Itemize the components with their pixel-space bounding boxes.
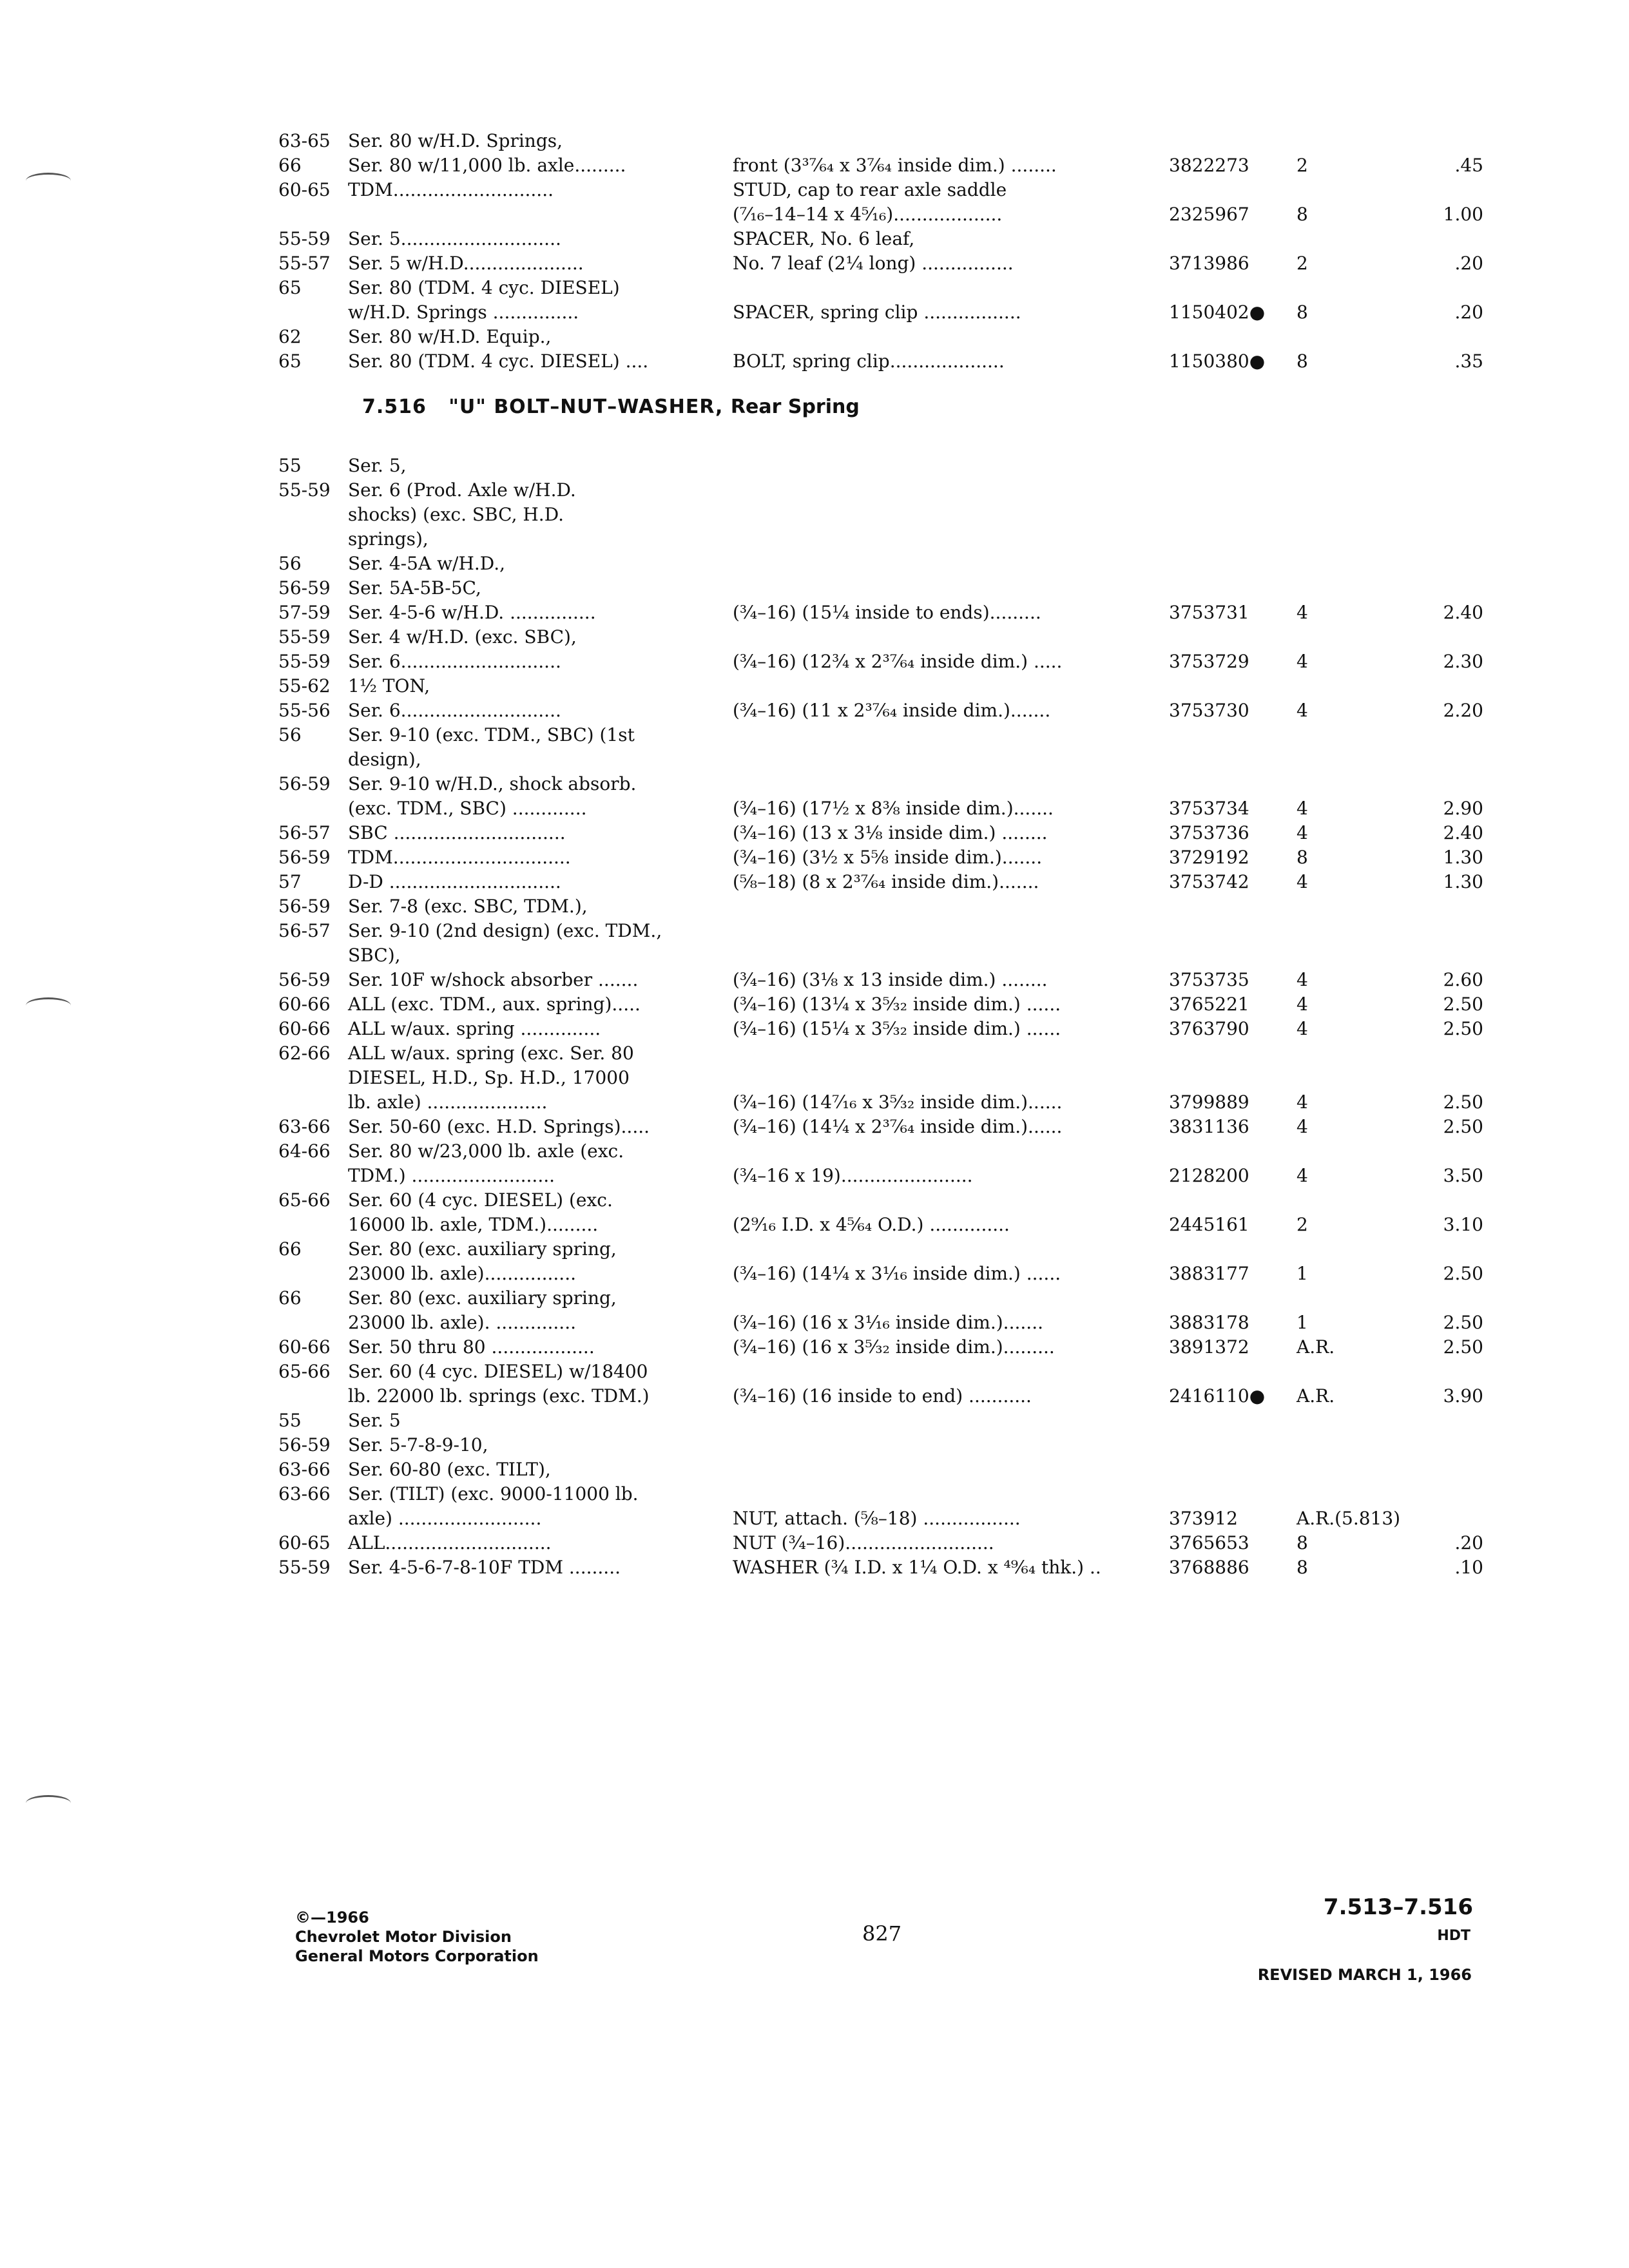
section-range: 7.513–7.516 — [1323, 1894, 1473, 1920]
part-number-cell: 3883178 — [1169, 1312, 1249, 1333]
model-year-cell: 56 — [278, 553, 302, 574]
price-cell: 2.50 — [1443, 1091, 1483, 1113]
table-row — [278, 1384, 1483, 1408]
application-cell: 23000 lb. axle). .............. — [348, 1312, 576, 1333]
quantity-cell: 8 — [1296, 351, 1308, 372]
description-cell: front (3³⁷⁄₆₄ x 3⁷⁄₆₄ inside dim.) ........ — [733, 155, 1057, 176]
table-row — [278, 1457, 1412, 1482]
quantity-cell: 4 — [1296, 822, 1308, 843]
model-year-cell: 65 — [278, 351, 302, 372]
description-cell: (¾–16) (13¼ x 3⁵⁄₃₂ inside dim.) ...... — [733, 994, 1061, 1015]
table-row — [278, 1066, 1412, 1090]
application-cell: Ser. 9-10 w/H.D., shock absorb. — [348, 773, 637, 794]
part-number-cell: 373912 — [1169, 1508, 1238, 1529]
description-cell: (¾–16) (3½ x 5⅝ inside dim.)....... — [733, 847, 1043, 868]
description-cell: (¾–16) (16 x 3⅟₁₆ inside dim.)....... — [733, 1312, 1043, 1333]
corporation-line: General Motors Corporation — [295, 1947, 539, 1965]
application-cell: ALL............................. — [348, 1532, 552, 1553]
application-cell: (exc. TDM., SBC) ............. — [348, 798, 587, 819]
table-row — [278, 1237, 1412, 1262]
table-row — [278, 1482, 1412, 1506]
application-cell: Ser. 9-10 (exc. TDM., SBC) (1st — [348, 724, 635, 745]
table-row — [278, 1360, 1412, 1384]
price-cell: 1.00 — [1443, 204, 1483, 225]
part-number-cell: 3765653 — [1169, 1532, 1249, 1553]
description-cell: (⁷⁄₁₆–14–14 x 4⁵⁄₁₆)................... — [733, 204, 1003, 225]
price-cell: 3.50 — [1443, 1165, 1483, 1186]
part-number-cell: 3763790 — [1169, 1018, 1249, 1039]
table-row — [278, 1335, 1483, 1360]
description-cell: (¾–16) (11 x 2³⁷⁄₆₄ inside dim.)....... — [733, 700, 1051, 721]
application-cell: TDM.) ......................... — [348, 1165, 555, 1186]
table-row — [278, 503, 1412, 527]
model-year-cell: 60-66 — [278, 1336, 331, 1358]
quantity-cell: 8 — [1296, 204, 1308, 225]
quantity-cell: 4 — [1296, 871, 1308, 892]
table-row — [278, 1188, 1412, 1213]
model-year-cell: 66 — [278, 155, 302, 176]
part-number-cell: 3753742 — [1169, 871, 1249, 892]
division-line: Chevrolet Motor Division — [295, 1928, 512, 1946]
section-heading — [362, 396, 860, 418]
table-row — [278, 178, 1412, 202]
section-number: 7.516 — [362, 396, 427, 418]
quantity-cell: 4 — [1296, 994, 1308, 1015]
price-cell: 2.50 — [1443, 1336, 1483, 1358]
table-row — [278, 1286, 1412, 1311]
table-row — [278, 747, 1412, 772]
page-number: 827 — [862, 1921, 902, 1946]
table-row — [278, 478, 1412, 503]
model-year-cell: 62 — [278, 326, 302, 347]
quantity-cell: 4 — [1296, 798, 1308, 819]
model-year-cell: 60-66 — [278, 1018, 331, 1039]
part-number-cell: 3883177 — [1169, 1263, 1249, 1284]
application-cell: ALL w/aux. spring (exc. Ser. 80 — [348, 1043, 634, 1064]
application-cell: lb. 22000 lb. springs (exc. TDM.) — [348, 1385, 650, 1407]
application-cell: Ser. 50 thru 80 .................. — [348, 1336, 595, 1358]
part-number-cell: 3768886 — [1169, 1557, 1249, 1578]
price-cell: 2.60 — [1443, 969, 1483, 990]
application-cell: Ser. 5-7-8-9-10, — [348, 1434, 488, 1456]
application-cell: axle) ......................... — [348, 1508, 542, 1529]
model-year-cell: 65-66 — [278, 1189, 331, 1211]
application-cell: Ser. 60 (4 cyc. DIESEL) (exc. — [348, 1189, 613, 1211]
table-row — [278, 796, 1483, 821]
part-number-cell: 3831136 — [1169, 1116, 1249, 1137]
model-year-cell: 55-59 — [278, 1557, 331, 1578]
model-year-cell: 55-62 — [278, 675, 331, 697]
quantity-cell: 2 — [1296, 253, 1308, 274]
quantity-cell: 4 — [1296, 651, 1308, 672]
application-cell: shocks) (exc. SBC, H.D. — [348, 504, 564, 525]
quantity-cell: 8 — [1296, 302, 1308, 323]
section-subtitle: Rear Spring — [730, 396, 860, 418]
price-cell: 1.30 — [1443, 871, 1483, 892]
quantity-cell: 4 — [1296, 969, 1308, 990]
model-year-cell: 62-66 — [278, 1043, 331, 1064]
part-number-cell: 2416110● — [1169, 1385, 1266, 1407]
part-number-cell: 3753731 — [1169, 602, 1249, 623]
application-cell: Ser. 80 w/23,000 lb. axle (exc. — [348, 1140, 624, 1162]
table-row — [278, 894, 1412, 919]
description-cell: (2⁹⁄₁₆ I.D. x 4⁵⁄₆₄ O.D.) .............. — [733, 1214, 1010, 1235]
table-row — [278, 1017, 1483, 1041]
description-cell: (¾–16) (12¾ x 2³⁷⁄₆₄ inside dim.) ..... — [733, 651, 1063, 672]
punch-hole-mark — [26, 173, 71, 189]
model-year-cell: 55-59 — [278, 626, 331, 648]
application-cell: w/H.D. Springs ............... — [348, 302, 579, 323]
model-year-cell: 60-65 — [278, 1532, 331, 1553]
quantity-cell: 4 — [1296, 1091, 1308, 1113]
application-cell: springs), — [348, 528, 429, 550]
price-cell: 2.40 — [1443, 822, 1483, 843]
model-year-cell: 65 — [278, 277, 302, 298]
price-cell: 2.30 — [1443, 651, 1483, 672]
application-cell: DIESEL, H.D., Sp. H.D., 17000 — [348, 1067, 630, 1088]
model-year-cell: 56-59 — [278, 896, 331, 917]
application-cell: TDM............................ — [348, 179, 554, 200]
table-row — [278, 1213, 1483, 1237]
price-cell: .10 — [1454, 1557, 1483, 1578]
application-cell: Ser. 5, — [348, 455, 407, 476]
application-cell: Ser. 6 (Prod. Axle w/H.D. — [348, 479, 576, 501]
table-row — [278, 870, 1483, 894]
application-cell: Ser. 80 (TDM. 4 cyc. DIESEL) — [348, 277, 620, 298]
part-number-cell: 2445161 — [1169, 1214, 1249, 1235]
model-year-cell: 57 — [278, 871, 302, 892]
application-cell: Ser. 4-5-6 w/H.D. ............... — [348, 602, 596, 623]
part-number-cell: 1150380● — [1169, 351, 1266, 372]
description-cell: (⅝–18) (8 x 2³⁷⁄₆₄ inside dim.)....... — [733, 871, 1039, 892]
model-year-cell: 57-59 — [278, 602, 331, 623]
application-cell: 16000 lb. axle, TDM.)......... — [348, 1214, 599, 1235]
application-cell: Ser. 60-80 (exc. TILT), — [348, 1459, 551, 1480]
price-cell: 3.90 — [1443, 1385, 1483, 1407]
quantity-cell: A.R. — [1296, 1385, 1335, 1407]
model-year-cell: 56-59 — [278, 969, 331, 990]
description-cell: (¾–16) (16 x 3⁵⁄₃₂ inside dim.)......... — [733, 1336, 1055, 1358]
table-row — [278, 276, 1412, 300]
application-cell: Ser. 6............................ — [348, 700, 561, 721]
application-cell: 23000 lb. axle)................ — [348, 1263, 576, 1284]
application-cell: SBC .............................. — [348, 822, 566, 843]
description-cell: (¾–16) (13 x 3⅛ inside dim.) ........ — [733, 822, 1048, 843]
application-cell: Ser. 80 (TDM. 4 cyc. DIESEL) .... — [348, 351, 649, 372]
model-year-cell: 56-59 — [278, 1434, 331, 1456]
application-cell: Ser. 60 (4 cyc. DIESEL) w/18400 — [348, 1361, 648, 1382]
table-row — [278, 1408, 1412, 1433]
application-cell: Ser. 4-5-6-7-8-10F TDM ......... — [348, 1557, 621, 1578]
table-row — [278, 649, 1483, 674]
model-year-cell: 63-65 — [278, 130, 331, 151]
table-row — [278, 552, 1412, 576]
model-year-cell: 66 — [278, 1287, 302, 1309]
application-cell: lb. axle) ..................... — [348, 1091, 548, 1113]
table-row — [278, 129, 1412, 153]
application-cell: Ser. 4 w/H.D. (exc. SBC), — [348, 626, 577, 648]
application-cell: Ser. 50-60 (exc. H.D. Springs)..... — [348, 1116, 650, 1137]
table-row — [278, 251, 1483, 276]
table-row — [278, 625, 1412, 649]
description-cell: STUD, cap to rear axle saddle — [733, 179, 1007, 200]
price-cell: 1.30 — [1443, 847, 1483, 868]
price-cell: 2.40 — [1443, 602, 1483, 623]
description-cell: (¾–16) (15¼ x 3⁵⁄₃₂ inside dim.) ...... — [733, 1018, 1061, 1039]
price-cell: .20 — [1454, 253, 1483, 274]
quantity-cell: 4 — [1296, 700, 1308, 721]
price-cell: 2.50 — [1443, 1116, 1483, 1137]
table-row — [278, 1139, 1412, 1164]
model-year-cell: 64-66 — [278, 1140, 331, 1162]
description-cell: SPACER, No. 6 leaf, — [733, 228, 915, 249]
table-row — [278, 1164, 1483, 1188]
copyright-line: ©—1966 — [295, 1908, 369, 1927]
part-number-cell: 3891372 — [1169, 1336, 1249, 1358]
quantity-cell: 2 — [1296, 155, 1308, 176]
quantity-cell: 8 — [1296, 847, 1308, 868]
description-cell: (¾–16) (17½ x 8⅜ inside dim.)....... — [733, 798, 1054, 819]
model-year-cell: 56 — [278, 724, 302, 745]
application-cell: Ser. 5 — [348, 1410, 401, 1431]
table-row — [278, 601, 1483, 625]
model-year-cell: 56-59 — [278, 577, 331, 599]
quantity-cell: 4 — [1296, 1116, 1308, 1137]
price-cell: 2.50 — [1443, 1312, 1483, 1333]
table-row — [278, 1090, 1483, 1115]
application-cell: 1½ TON, — [348, 675, 430, 697]
section-title-text: "U" BOLT–NUT–WASHER, — [448, 396, 724, 418]
description-cell: SPACER, spring clip ................. — [733, 302, 1021, 323]
application-cell: Ser. 5 w/H.D..................... — [348, 253, 584, 274]
application-cell: Ser. 80 (exc. auxiliary spring, — [348, 1287, 617, 1309]
price-cell: .20 — [1454, 302, 1483, 323]
model-year-cell: 60-65 — [278, 179, 331, 200]
price-cell: 2.20 — [1443, 700, 1483, 721]
description-cell: (¾–16) (15¼ inside to ends)......... — [733, 602, 1041, 623]
model-year-cell: 63-66 — [278, 1483, 331, 1504]
part-number-cell: 3753729 — [1169, 651, 1249, 672]
table-row — [278, 153, 1483, 178]
table-row — [278, 576, 1412, 601]
application-cell: design), — [348, 749, 421, 770]
table-row — [278, 1433, 1412, 1457]
model-year-cell: 55 — [278, 1410, 302, 1431]
model-year-cell: 56-57 — [278, 920, 331, 941]
table-row — [278, 1041, 1412, 1066]
table-row — [278, 325, 1412, 349]
price-cell: 2.50 — [1443, 1263, 1483, 1284]
table-row — [278, 1531, 1483, 1555]
quantity-cell: 4 — [1296, 602, 1308, 623]
price-cell: .45 — [1454, 155, 1483, 176]
price-cell: 3.10 — [1443, 1214, 1483, 1235]
model-year-cell: 55-56 — [278, 700, 331, 721]
application-cell: Ser. 80 w/11,000 lb. axle......... — [348, 155, 626, 176]
model-year-cell: 60-66 — [278, 994, 331, 1015]
part-number-cell: 1150402● — [1169, 302, 1266, 323]
price-cell: .20 — [1454, 1532, 1483, 1553]
model-year-cell: 63-66 — [278, 1459, 331, 1480]
model-year-cell: 55-57 — [278, 253, 331, 274]
model-year-cell: 55 — [278, 455, 302, 476]
table-row — [278, 943, 1412, 968]
application-cell: Ser. 5A-5B-5C, — [348, 577, 481, 599]
parts-table-main — [278, 454, 1483, 1580]
section-code: HDT — [1437, 1928, 1470, 1944]
part-number-cell: 3765221 — [1169, 994, 1249, 1015]
application-cell: TDM............................... — [348, 847, 571, 868]
quantity-cell: 1 — [1296, 1263, 1308, 1284]
description-cell: BOLT, spring clip.................... — [733, 351, 1005, 372]
table-row — [278, 1311, 1483, 1335]
quantity-cell: 4 — [1296, 1165, 1308, 1186]
table-row — [278, 674, 1412, 698]
part-number-cell: 3822273 — [1169, 155, 1249, 176]
model-year-cell: 56-59 — [278, 847, 331, 868]
application-cell: Ser. 5............................ — [348, 228, 561, 249]
model-year-cell: 66 — [278, 1238, 302, 1260]
application-cell: Ser. 80 w/H.D. Equip., — [348, 326, 552, 347]
model-year-cell: 55-59 — [278, 651, 331, 672]
application-cell: Ser. 80 (exc. auxiliary spring, — [348, 1238, 617, 1260]
quantity-cell: 8 — [1296, 1557, 1308, 1578]
part-number-cell: 3753730 — [1169, 700, 1249, 721]
table-row — [278, 1115, 1483, 1139]
quantity-cell: A.R. — [1296, 1336, 1335, 1358]
application-cell: Ser. 9-10 (2nd design) (exc. TDM., — [348, 920, 662, 941]
table-row — [278, 698, 1483, 723]
description-cell: (¾–16) (14¼ x 2³⁷⁄₆₄ inside dim.)...... — [733, 1116, 1063, 1137]
quantity-cell: 1 — [1296, 1312, 1308, 1333]
model-year-cell: 63-66 — [278, 1116, 331, 1137]
description-cell: (¾–16) (14¼ x 3⅟₁₆ inside dim.) ...... — [733, 1263, 1061, 1284]
parts-table-top — [278, 129, 1483, 374]
table-row — [278, 772, 1412, 796]
model-year-cell: 56-57 — [278, 822, 331, 843]
table-row — [278, 1262, 1483, 1286]
punch-hole-mark — [26, 1795, 71, 1811]
description-cell: (¾–16) (16 inside to end) ........... — [733, 1385, 1032, 1407]
table-row — [278, 454, 1412, 478]
description-cell: WASHER (¾ I.D. x 1¼ O.D. x ⁴⁹⁄₆₄ thk.) .. — [733, 1557, 1101, 1578]
table-row — [278, 300, 1483, 325]
application-cell: SBC), — [348, 945, 401, 966]
model-year-cell: 65-66 — [278, 1361, 331, 1382]
application-cell: Ser. (TILT) (exc. 9000-11000 lb. — [348, 1483, 639, 1504]
punch-hole-mark — [26, 997, 71, 1014]
table-row — [278, 723, 1412, 747]
application-cell: Ser. 10F w/shock absorber ....... — [348, 969, 639, 990]
quantity-cell: 4 — [1296, 1018, 1308, 1039]
table-row — [278, 845, 1483, 870]
description-cell: (¾–16 x 19)....................... — [733, 1165, 973, 1186]
description-cell: (¾–16) (3⅛ x 13 inside dim.) ........ — [733, 969, 1048, 990]
table-row — [278, 919, 1412, 943]
description-cell: (¾–16) (14⁷⁄₁₆ x 3⁵⁄₃₂ inside dim.)...... — [733, 1091, 1063, 1113]
application-cell: ALL w/aux. spring .............. — [348, 1018, 601, 1039]
table-row — [278, 1506, 1412, 1531]
application-cell: Ser. 7-8 (exc. SBC, TDM.), — [348, 896, 588, 917]
table-row — [278, 992, 1483, 1017]
part-number-cell: 3753736 — [1169, 822, 1249, 843]
price-cell: 2.50 — [1443, 1018, 1483, 1039]
publisher-block — [295, 1908, 539, 1966]
quantity-cell: 8 — [1296, 1532, 1308, 1553]
part-number-cell: 3753735 — [1169, 969, 1249, 990]
table-row — [278, 1555, 1483, 1580]
part-number-cell: 3729192 — [1169, 847, 1249, 868]
revised-date: REVISED MARCH 1, 1966 — [1257, 1966, 1472, 1984]
table-row — [278, 349, 1483, 374]
description-cell: NUT (¾–16).......................... — [733, 1532, 994, 1553]
table-row — [278, 202, 1483, 227]
application-cell: ALL (exc. TDM., aux. spring)..... — [348, 994, 641, 1015]
quantity-cell: 2 — [1296, 1214, 1308, 1235]
price-cell: 2.90 — [1443, 798, 1483, 819]
part-number-cell: 2128200 — [1169, 1165, 1249, 1186]
model-year-cell: 55-59 — [278, 228, 331, 249]
part-number-cell: 3753734 — [1169, 798, 1249, 819]
application-cell: Ser. 80 w/H.D. Springs, — [348, 130, 563, 151]
table-row — [278, 227, 1412, 251]
part-number-cell: 3713986 — [1169, 253, 1249, 274]
part-number-cell: 3799889 — [1169, 1091, 1249, 1113]
model-year-cell: 56-59 — [278, 773, 331, 794]
price-cell: .35 — [1454, 351, 1483, 372]
part-number-cell: 2325967 — [1169, 204, 1249, 225]
application-cell: D-D .............................. — [348, 871, 561, 892]
description-cell: No. 7 leaf (2¼ long) ................ — [733, 253, 1014, 274]
price-cell: 2.50 — [1443, 994, 1483, 1015]
quantity-cell: A.R.(5.813) — [1296, 1508, 1401, 1529]
table-row — [278, 527, 1412, 552]
table-row — [278, 968, 1483, 992]
description-cell: NUT, attach. (⅝–18) ................. — [733, 1508, 1021, 1529]
application-cell: Ser. 4-5A w/H.D., — [348, 553, 506, 574]
application-cell: Ser. 6............................ — [348, 651, 561, 672]
table-row — [278, 821, 1483, 845]
model-year-cell: 55-59 — [278, 479, 331, 501]
